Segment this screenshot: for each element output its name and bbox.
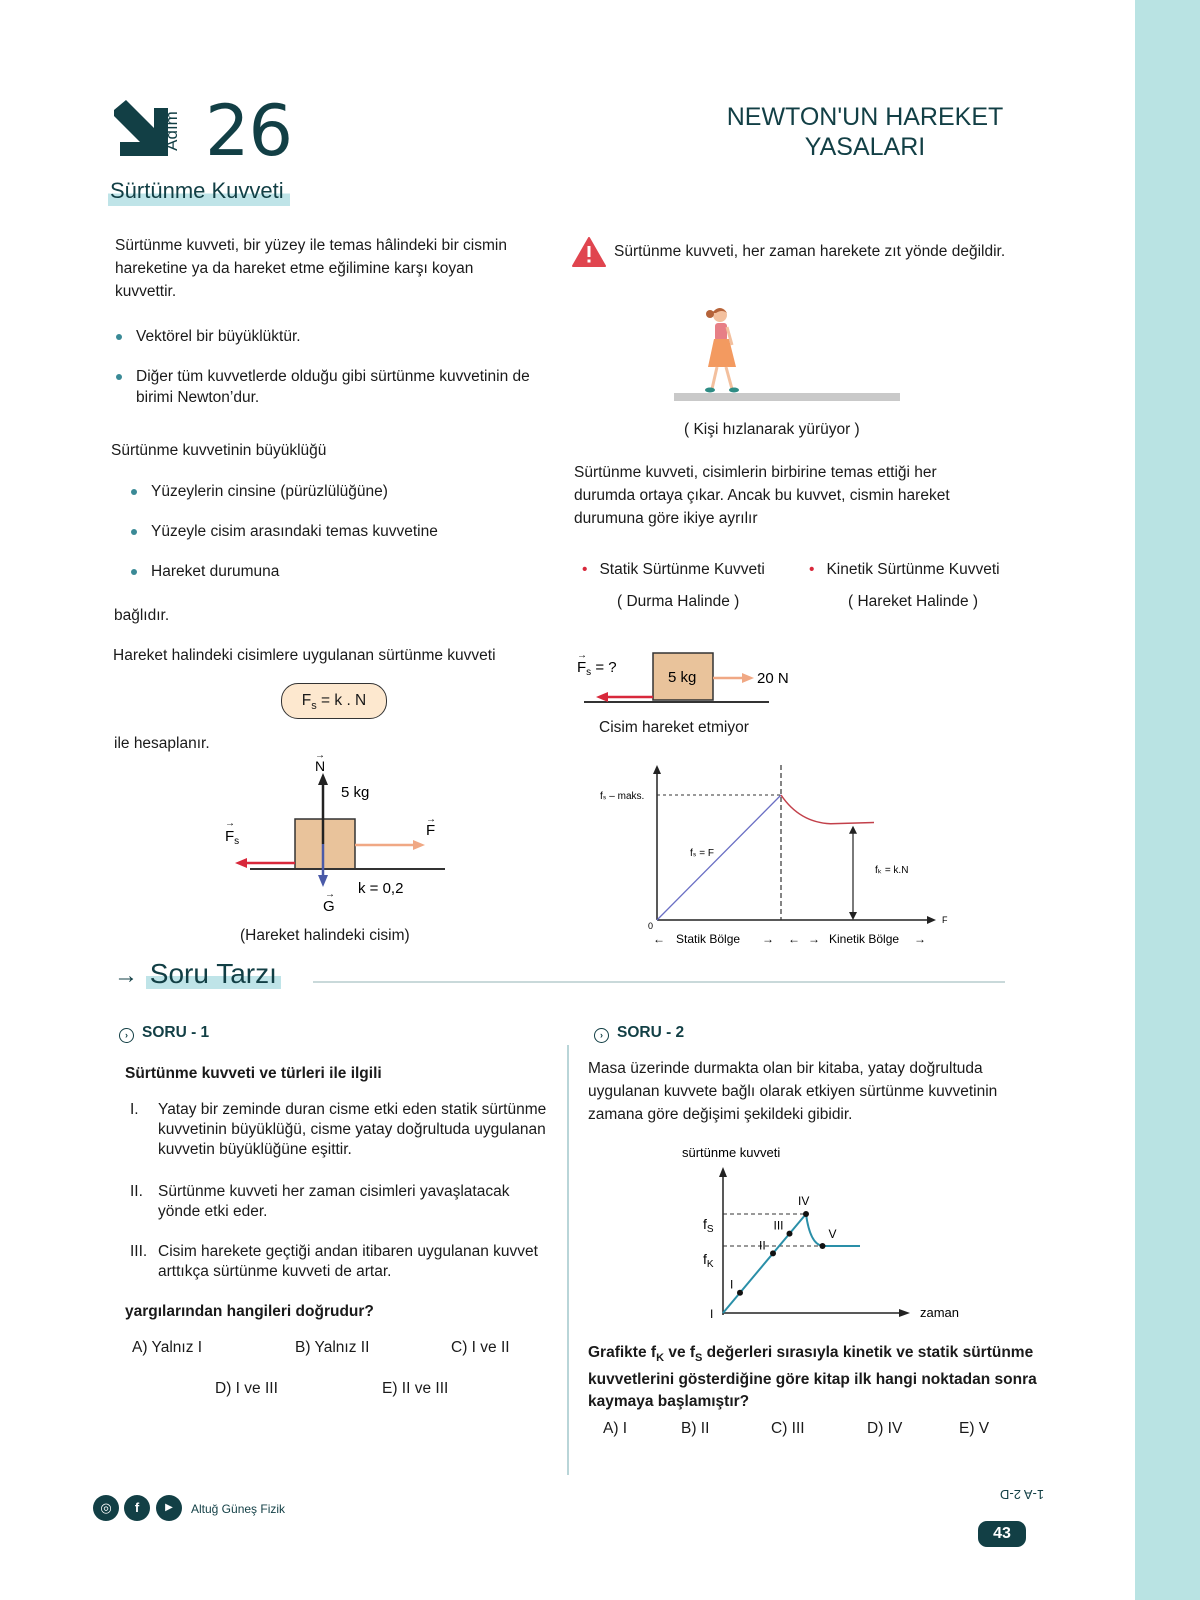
list-item: Hareket durumuna: [129, 561, 549, 582]
list-item: Yüzeylerin cinsine (pürüzlülüğüne): [129, 481, 549, 502]
kinetic-region-label: Kinetik Bölge: [829, 932, 900, 946]
moving-body-caption: (Hareket halindeki cisim): [240, 927, 410, 944]
q1-option-b[interactable]: B) Yalnız II: [295, 1339, 370, 1356]
y-axis-label: sürtünme kuvveti: [682, 1145, 781, 1160]
walking-person-illustration: [672, 305, 902, 405]
q1-item: II. Sürtünme kuvveti her zaman cisimleri yavaşlatacak yönde etki eder.: [130, 1183, 510, 1220]
q2-option-c[interactable]: C) III: [771, 1420, 805, 1437]
instagram-icon[interactable]: ◎: [93, 1495, 119, 1521]
depends-end: bağlıdır.: [114, 607, 170, 624]
mass-label: 5 kg: [341, 784, 370, 801]
svg-text:→: →: [426, 814, 436, 825]
point-label-IV: IV: [798, 1194, 810, 1208]
step-label: Adım: [161, 111, 181, 151]
static-friction-label: • Statik Sürtünme Kuvveti: [582, 558, 765, 581]
max-label: fₛ – maks.: [600, 791, 645, 802]
svg-text:←: ←: [653, 932, 665, 946]
list-item: Diğer tüm kuvvetlerde olduğu gibi sürtünme kuvvetinin de birimi Newton’dur.: [114, 366, 534, 408]
q1-option-a[interactable]: A) Yalnız I: [132, 1339, 203, 1356]
mass-label: 5 kg: [668, 669, 697, 686]
types-intro: Sürtünme kuvveti, cisimlerin birbirine temas ettiği her durumda ortaya çıkar. Ancak bu kuvvet, cismin hareket durumuna göre ikiye ayrılır: [574, 464, 950, 527]
facebook-icon[interactable]: f: [124, 1495, 150, 1521]
point-III: [787, 1231, 793, 1237]
side-band: [1135, 0, 1200, 1600]
static-box-diagram: [574, 646, 834, 706]
list-item: Vektörel bir büyüklüktür.: [114, 326, 534, 347]
q1-item: III. Cisim harekete geçtiği andan itibaren uygulanan kuvvet arttıkça sürtünme kuvveti de artar.: [130, 1243, 538, 1280]
answer-key: 1-A 2-D: [1000, 1487, 1045, 1502]
static-friction-sub: ( Durma Halinde ): [617, 593, 740, 610]
x-axis-label: F: [942, 915, 948, 925]
q1-item: I. Yatay bir zeminde duran cisme etki eden statik sürtünme kuvvetinin büyüklüğü, cisme yatay doğrultuda uygulanan kuvvetin büyüklüğüne eşittir.: [130, 1101, 547, 1158]
soru-tarzi-title: → Soru Tarzı: [114, 958, 281, 990]
q1-option-c[interactable]: C) I ve II: [451, 1339, 510, 1356]
static-region-label: Statik Bölge: [676, 932, 741, 946]
drop-curve: [806, 1214, 823, 1246]
depends-list: [129, 481, 549, 582]
point-IV: [803, 1211, 809, 1217]
list-item: Yüzeyle cisim arasındaki temas kuvvetine: [129, 521, 549, 542]
soru-2-label: › SORU - 2: [594, 1024, 684, 1043]
arrowhead-up: [849, 826, 857, 834]
static-line: [657, 795, 781, 920]
point-label-III: III: [773, 1218, 784, 1233]
svg-text:→: →: [914, 932, 926, 946]
page-number: 43: [978, 1521, 1026, 1547]
point-label-I: I: [730, 1277, 734, 1292]
property-list: [114, 326, 534, 408]
moving-body-diagram: [215, 755, 475, 915]
x-axis-label: zaman: [920, 1305, 960, 1320]
step-number: 26: [205, 90, 293, 172]
k-label: k = 0,2: [358, 880, 404, 897]
Fs-label: $F_s$: [225, 828, 240, 847]
static-box-caption: Cisim hareket etmiyor: [599, 719, 749, 736]
q2-option-e[interactable]: E) V: [959, 1420, 990, 1437]
walk-caption: ( Kişi hızlanarak yürüyor ): [684, 421, 860, 438]
svg-text:→: →: [577, 650, 587, 661]
F-label: F: [426, 822, 436, 839]
q2-option-d[interactable]: D) IV: [867, 1420, 903, 1437]
fK-label: $f_K$: [703, 1251, 714, 1270]
warning-text: Sürtünme kuvveti, her zaman harekete zıt yönde değildir.: [614, 243, 1006, 260]
q1-question: yargılarından hangileri doğrudur?: [125, 1303, 374, 1320]
force-label: 20 N: [757, 670, 789, 687]
point-II: [770, 1250, 776, 1256]
kinetic-friction-label: • Kinetik Sürtünme Kuvveti: [809, 558, 1000, 581]
q1-option-d[interactable]: D) I ve III: [215, 1380, 278, 1397]
svg-text:←: ←: [788, 932, 800, 946]
kinetic-series-label: fₖ = k.N: [875, 865, 909, 876]
svg-text:→: →: [315, 755, 325, 761]
arrowhead-down: [849, 912, 857, 920]
kinetic-friction-sub: ( Hareket Halinde ): [848, 593, 979, 610]
q2-option-a[interactable]: A) I: [603, 1420, 628, 1437]
intro-text: Sürtünme kuvveti, bir yüzey ile temas hâlindeki bir cismin hareketine ya da hareket etme eğilimine karşı koyan kuvvettir.: [115, 237, 507, 300]
arrow-right-icon: →: [114, 962, 138, 989]
point-I: [737, 1290, 743, 1296]
column-divider: [567, 1045, 569, 1475]
section-title: Sürtünme Kuvveti: [108, 178, 290, 206]
svg-text:→: →: [325, 889, 335, 900]
q2-option-b[interactable]: B) II: [681, 1420, 710, 1437]
block: [295, 819, 355, 869]
svg-text:→: →: [225, 818, 235, 829]
calc-text: ile hesaplanır.: [114, 735, 210, 752]
kinetic-curve: [781, 795, 874, 824]
floor: [674, 393, 900, 401]
friction-formula: $F_s = k$ . N: [281, 683, 387, 719]
q2-question: Grafikte $f_K$ ve $f_S$ değerleri sırasıyla kinetik ve statik sürtünme kuvvetlerini gösterdiğine göre kitap ilk hangi noktadan sonra kaymaya başlamıştır?: [588, 1344, 1037, 1411]
point-label-V: V: [828, 1227, 837, 1241]
section-divider: [313, 981, 1005, 983]
unit-title: NEWTON'UN HAREKET YASALARI: [726, 103, 1004, 161]
chevron-right-icon: ›: [119, 1028, 134, 1043]
origin-label: I: [710, 1307, 714, 1320]
G-label: G: [323, 898, 335, 915]
friction-vs-force-chart: [590, 765, 960, 960]
fS-label: $f_S$: [703, 1216, 714, 1235]
chevron-right-icon: ›: [594, 1028, 609, 1043]
warning-icon: [572, 237, 606, 267]
youtube-icon[interactable]: ▶: [156, 1495, 182, 1521]
svg-text:→: →: [762, 932, 774, 946]
Fs-unknown-label: $F_s$ = ?: [577, 659, 617, 678]
soru-1-label: › SORU - 1: [119, 1024, 209, 1043]
q1-stem: Sürtünme kuvveti ve türleri ile ilgili: [125, 1065, 382, 1082]
q1-option-e[interactable]: E) II ve III: [382, 1380, 449, 1397]
q2-stem: Masa üzerinde durmakta olan bir kitaba, yatay doğrultuda uygulanan kuvvete bağlı olarak etkiyen sürtünme kuvvetinin zamana göre değişimi şekildeki gibidir.: [588, 1060, 998, 1123]
origin-label: 0: [648, 921, 654, 931]
friction-vs-time-chart: [670, 1140, 990, 1320]
static-series-label: fₛ = F: [690, 848, 715, 859]
rising-segment: [723, 1214, 806, 1313]
N-label: N: [315, 758, 326, 774]
point-label-II: II: [759, 1238, 766, 1253]
point-V: [820, 1243, 826, 1249]
svg-text:→: →: [808, 932, 820, 946]
moving-text: Hareket halindeki cisimlere uygulanan sürtünme kuvveti: [113, 647, 496, 664]
depends-title: Sürtünme kuvvetinin büyüklüğü: [111, 442, 327, 459]
brand-name: Altuğ Güneş Fizik: [191, 1502, 286, 1516]
